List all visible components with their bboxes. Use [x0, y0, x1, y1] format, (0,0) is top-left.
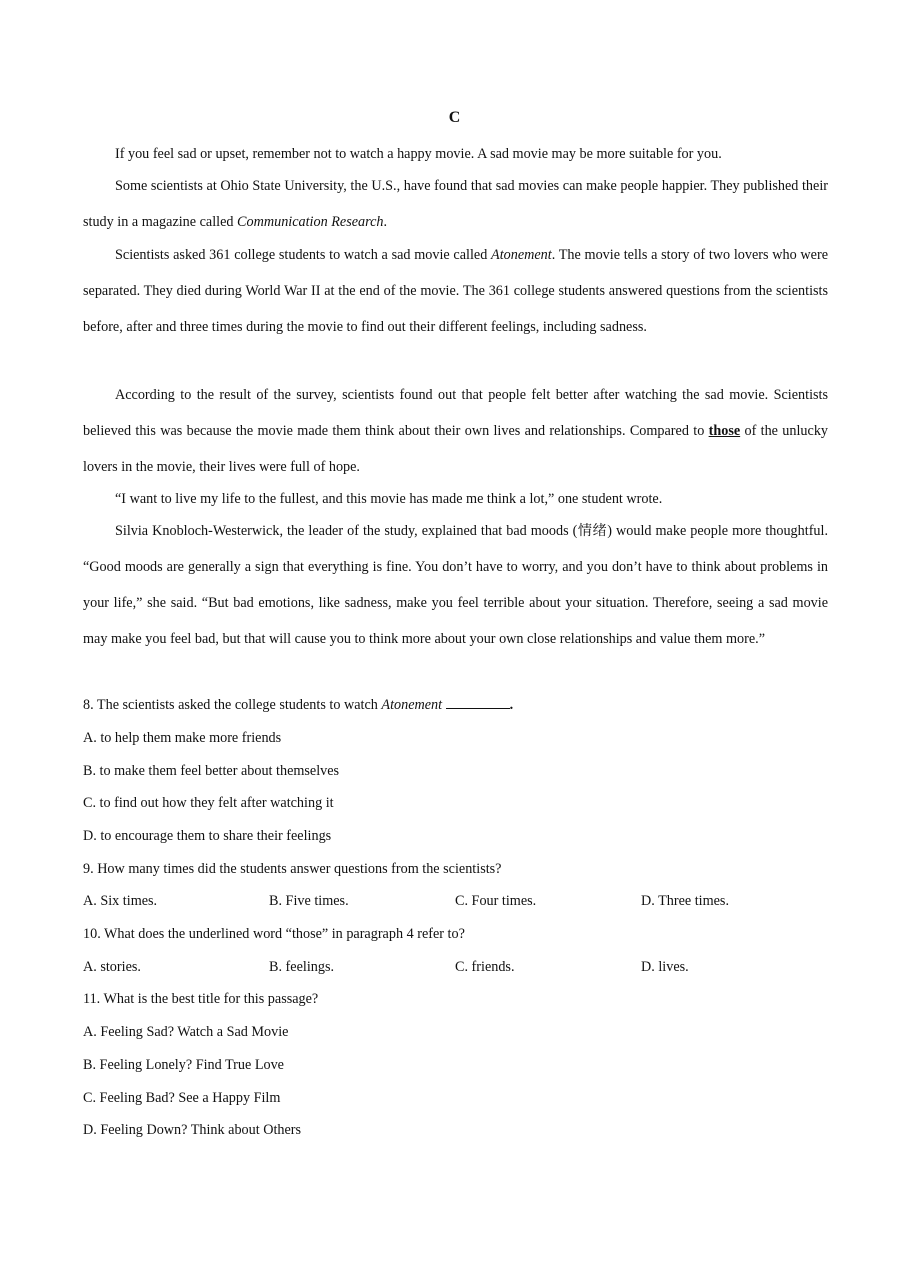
question-10-option-d: D. lives.	[641, 959, 689, 975]
question-11-stem: 11. What is the best title for this passage?	[83, 991, 319, 1007]
paragraph-3-rest: . The movie tells a story of two lovers who were separated. They died during World War II at the end of the movie. The 361 college students answered questions from the scientists before, after and three times during the movie to find out their different feelings, including sadness.	[83, 247, 828, 335]
question-8-option-b: B. to make them feel better about themselves	[83, 763, 340, 779]
question-10-option-b: B. feelings.	[269, 959, 335, 975]
question-11-option-c: C. Feeling Bad? See a Happy Film	[83, 1090, 281, 1106]
passage-title: C	[448, 109, 461, 126]
question-9-option-a: A. Six times.	[83, 893, 158, 909]
question-9-option-c: C. Four times.	[455, 893, 537, 909]
paragraph-4-rest: of the unlucky lovers in the movie, their lives were full of hope.	[83, 423, 829, 475]
question-10-option-a: A. stories.	[83, 959, 141, 975]
paragraph-2-end: .	[383, 214, 388, 230]
question-9-option-b: B. Five times.	[269, 893, 349, 909]
question-10-option-c: C. friends.	[455, 959, 515, 975]
paragraph-3-text: Scientists asked 361 college students to watch a sad movie called	[115, 247, 492, 263]
question-8-movie: Atonement	[381, 697, 443, 713]
question-8-option-c: C. to find out how they felt after watching it	[83, 795, 334, 811]
paragraph-3	[83, 237, 828, 345]
question-9-stem: 9. How many times did the students answer questions from the scientists?	[83, 861, 502, 877]
question-8-text: 8. The scientists asked the college students to watch	[83, 697, 382, 713]
question-8-end: .	[509, 697, 514, 713]
question-9-options	[83, 893, 828, 913]
question-11-option-b: B. Feeling Lonely? Find True Love	[83, 1057, 284, 1073]
answer-blank	[446, 707, 510, 709]
paragraph-2	[83, 168, 828, 240]
question-10-options	[83, 959, 828, 979]
paragraph-6: Silvia Knobloch-Westerwick, the leader of the study, explained that bad moods (情绪) would make people more thoughtful. “Good moods are generally a sign that everything is fine. You don’t have to worry, and you don’t have to think about problems in your life,” she said. “But bad emotions, like sadness, make you feel terrible about your situation. Therefore, seeing a sad movie may make you feel bad, but that will cause you to think more about your own close relationships and value them more.”	[83, 523, 828, 647]
magazine-name: Communication Research	[237, 214, 384, 230]
question-11-option-d: D. Feeling Down? Think about Others	[83, 1122, 302, 1138]
question-10-stem: 10. What does the underlined word “those” in paragraph 4 refer to?	[83, 926, 465, 942]
question-8-option-d: D. to encourage them to share their feelings	[83, 828, 332, 844]
question-11-option-a: A. Feeling Sad? Watch a Sad Movie	[83, 1024, 289, 1040]
question-8-option-a: A. to help them make more friends	[83, 730, 282, 746]
paragraph-1: If you feel sad or upset, remember not to watch a happy movie. A sad movie may be more suitable for you.	[115, 146, 722, 162]
question-9-option-d: D. Three times.	[641, 893, 729, 909]
question-8-stem	[83, 697, 513, 714]
paragraph-4-text: According to the result of the survey, scientists found out that people felt better after watching the sad movie. Scientists believed this was because the movie made them think about their own lives and relationships. Compared to	[83, 387, 828, 439]
paragraph-4	[83, 377, 828, 485]
paragraph-2-text: Some scientists at Ohio State University, the U.S., have found that sad movies can make people happier. They published their study in a magazine called	[83, 178, 828, 230]
movie-name: Atonement	[491, 247, 552, 263]
underlined-word-those: those	[708, 423, 741, 439]
paragraph-5: “I want to live my life to the fullest, and this movie has made me think a lot,” one student wrote.	[115, 491, 663, 507]
